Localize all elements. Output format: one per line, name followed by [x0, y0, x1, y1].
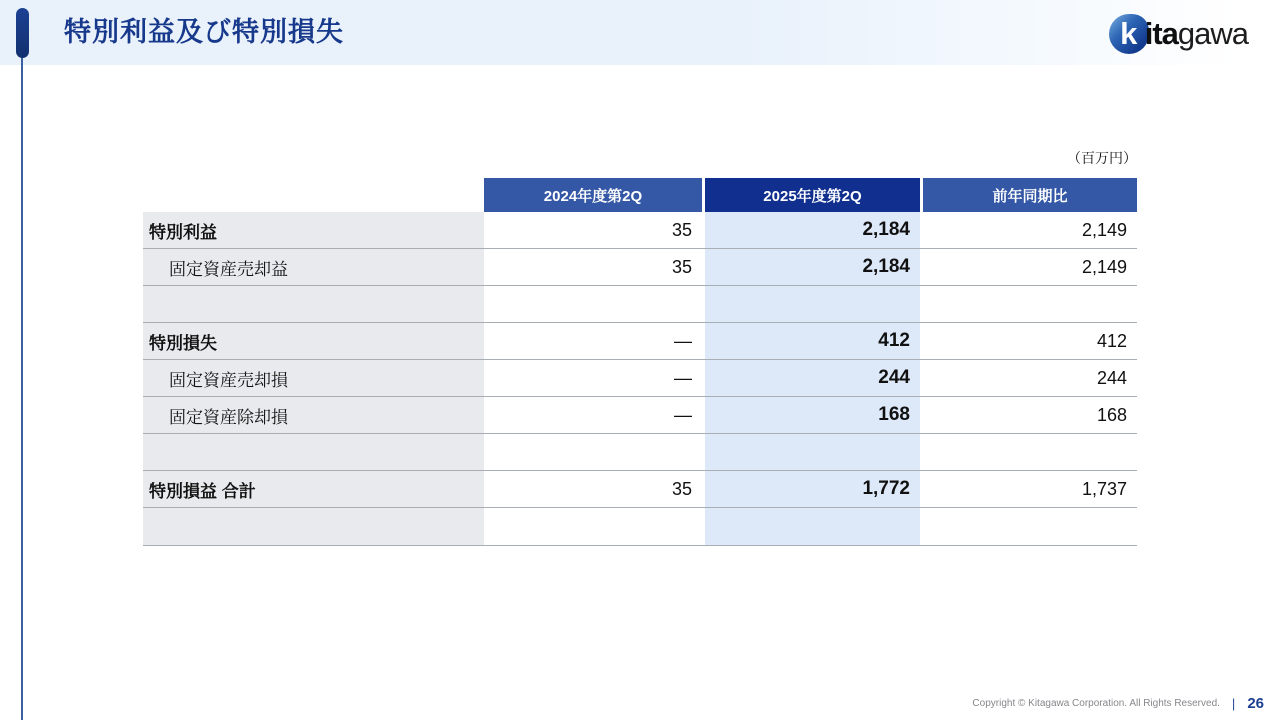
value-2024q2: 35 — [484, 249, 702, 285]
value-2024q2: 35 — [484, 212, 702, 248]
row-label: 固定資産除却損 — [143, 397, 484, 433]
value-2025q2: 168 — [702, 397, 920, 433]
table-row — [143, 434, 1137, 471]
header-spacer — [143, 178, 484, 212]
row-label — [143, 434, 484, 470]
value-2025q2: 244 — [702, 360, 920, 396]
value-2025q2: 1,772 — [702, 471, 920, 507]
table-row — [143, 212, 1137, 249]
extraordinary-items-table — [143, 178, 1137, 546]
value-yoy: 412 — [920, 323, 1137, 359]
row-label: 特別利益 — [143, 212, 484, 248]
value-2024q2: ― — [484, 323, 702, 359]
logo-text-bold: ita — [1144, 16, 1178, 51]
value-2025q2: 412 — [702, 323, 920, 359]
value-yoy: 2,149 — [920, 212, 1137, 248]
table-row — [143, 471, 1137, 508]
table-row — [143, 397, 1137, 434]
value-yoy — [920, 286, 1137, 322]
footer-separator: | — [1231, 695, 1236, 711]
value-yoy — [920, 434, 1137, 470]
column-header-2025q2: 2025年度第2Q — [702, 178, 920, 212]
value-2024q2 — [484, 508, 702, 545]
row-label — [143, 286, 484, 322]
table-body — [143, 212, 1137, 546]
column-header-2024q2: 2024年度第2Q — [484, 178, 702, 212]
copyright-text: Copyright © Kitagawa Corporation. All Rights Reserved. — [972, 697, 1220, 709]
kitagawa-logo-mark-icon: k — [1109, 14, 1149, 54]
value-yoy: 168 — [920, 397, 1137, 433]
unit-note: （百万円） — [1067, 150, 1137, 166]
row-label: 固定資産売却損 — [143, 360, 484, 396]
logo-text-light: gawa — [1177, 16, 1248, 51]
value-2024q2: ― — [484, 397, 702, 433]
page-number: 26 — [1247, 694, 1264, 712]
table-header-row — [143, 178, 1137, 212]
value-2025q2: 2,184 — [702, 249, 920, 285]
value-yoy — [920, 508, 1137, 545]
left-accent-line — [21, 48, 23, 720]
value-2024q2 — [484, 286, 702, 322]
kitagawa-logo — [1109, 13, 1248, 55]
table-row — [143, 360, 1137, 397]
row-label: 特別損益 合計 — [143, 471, 484, 507]
table-row — [143, 286, 1137, 323]
table-row — [143, 249, 1137, 286]
page-title: 特別利益及び特別損失 — [64, 17, 344, 47]
value-2025q2 — [702, 434, 920, 470]
value-2025q2 — [702, 286, 920, 322]
row-label: 特別損失 — [143, 323, 484, 359]
value-2025q2: 2,184 — [702, 212, 920, 248]
value-yoy: 244 — [920, 360, 1137, 396]
slide-footer — [972, 693, 1264, 713]
value-2024q2: ― — [484, 360, 702, 396]
value-yoy: 1,737 — [920, 471, 1137, 507]
value-yoy: 2,149 — [920, 249, 1137, 285]
column-header-yoy: 前年同期比 — [920, 178, 1137, 212]
value-2024q2: 35 — [484, 471, 702, 507]
table-row — [143, 508, 1137, 545]
value-2024q2 — [484, 434, 702, 470]
value-2025q2 — [702, 508, 920, 545]
row-label — [143, 508, 484, 545]
title-accent-bar — [16, 8, 29, 58]
row-label: 固定資産売却益 — [143, 249, 484, 285]
table-row — [143, 323, 1137, 360]
